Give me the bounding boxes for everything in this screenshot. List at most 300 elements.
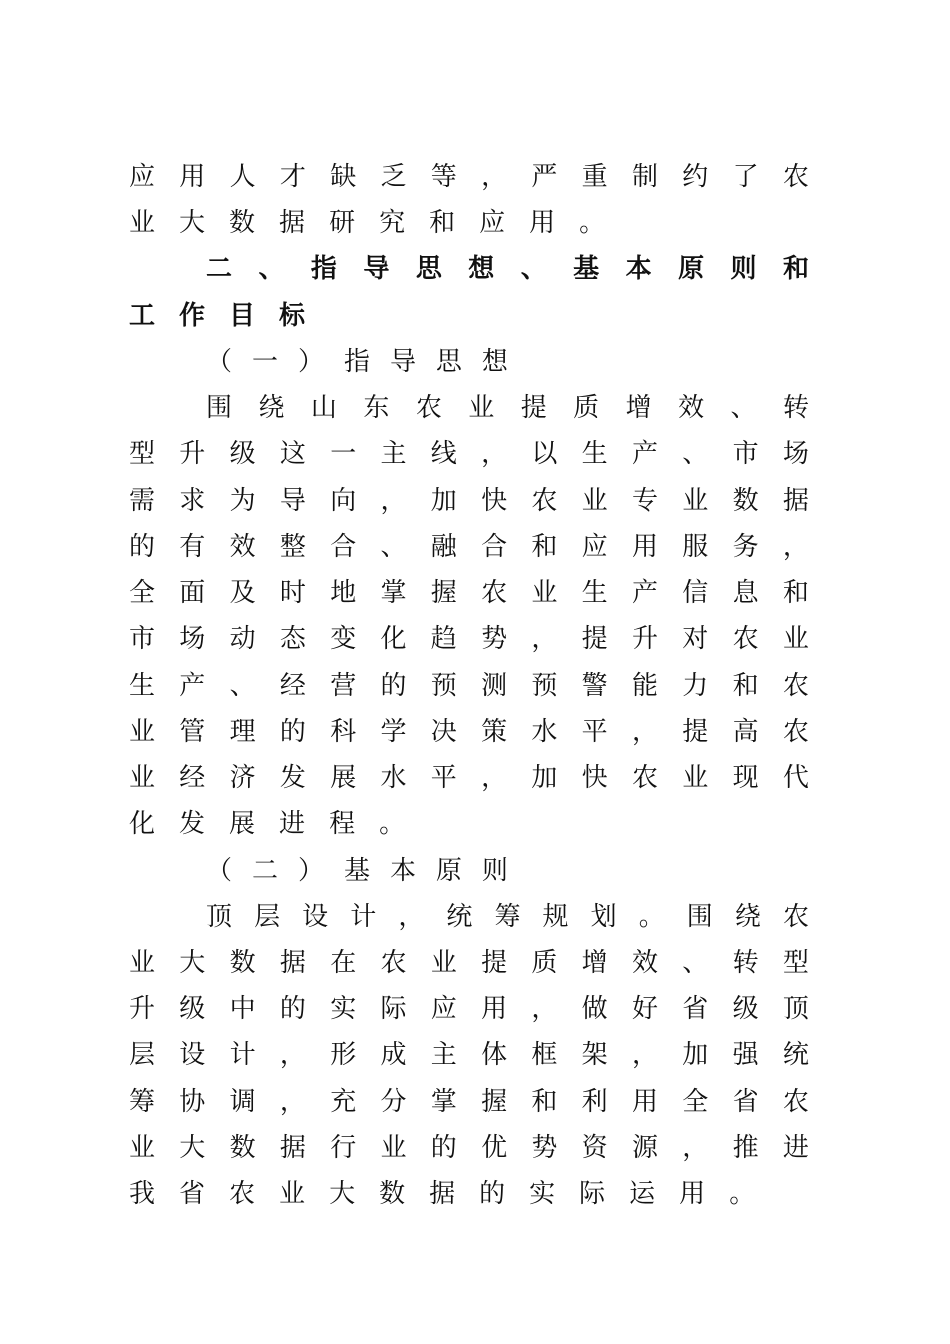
glyph: 专 xyxy=(631,486,658,516)
glyph: 级 xyxy=(732,994,759,1024)
glyph: 生 xyxy=(581,439,608,469)
glyph: 顶 xyxy=(782,994,809,1024)
glyph: 以 xyxy=(531,439,558,469)
glyph: 升 xyxy=(631,624,658,654)
glyph: 二 xyxy=(251,856,278,886)
glyph: 际 xyxy=(579,1179,606,1209)
glyph: 农 xyxy=(380,948,407,978)
glyph: 这 xyxy=(279,439,306,469)
glyph: 的 xyxy=(380,671,407,701)
glyph: 乏 xyxy=(380,162,407,192)
glyph: 的 xyxy=(479,1179,506,1209)
glyph: 业 xyxy=(129,717,156,747)
glyph: ， xyxy=(398,902,425,932)
glyph: 和 xyxy=(732,671,759,701)
glyph: 为 xyxy=(229,486,256,516)
glyph: 体 xyxy=(481,1040,508,1070)
section-heading xyxy=(129,293,809,339)
glyph: 业 xyxy=(129,1133,156,1163)
glyph: 重 xyxy=(581,162,608,192)
glyph: 我 xyxy=(129,1179,156,1209)
glyph: 用 xyxy=(179,162,206,192)
glyph: 二 xyxy=(206,254,233,284)
glyph: 农 xyxy=(531,486,558,516)
glyph: 水 xyxy=(531,717,558,747)
glyph: 市 xyxy=(732,439,759,469)
glyph: ， xyxy=(481,763,508,793)
glyph: 济 xyxy=(229,763,256,793)
glyph: 际 xyxy=(380,994,407,1024)
glyph: ， xyxy=(279,1040,306,1070)
glyph: 计 xyxy=(229,1040,256,1070)
glyph: 时 xyxy=(279,578,306,608)
glyph: ， xyxy=(380,486,407,516)
glyph: 应 xyxy=(430,994,457,1024)
glyph: 本 xyxy=(389,856,416,886)
glyph: 利 xyxy=(581,1087,608,1117)
glyph: 推 xyxy=(732,1133,759,1163)
glyph: 省 xyxy=(179,1179,206,1209)
glyph: 层 xyxy=(254,902,281,932)
glyph: 导 xyxy=(279,486,306,516)
glyph: 农 xyxy=(631,763,658,793)
glyph: 想 xyxy=(481,347,508,377)
glyph: 一 xyxy=(251,347,278,377)
text-line xyxy=(129,940,809,986)
glyph: 和 xyxy=(782,578,809,608)
glyph: 大 xyxy=(329,1179,356,1209)
glyph: 业 xyxy=(129,208,156,238)
glyph: 规 xyxy=(542,902,569,932)
text-line xyxy=(129,709,809,755)
glyph: 的 xyxy=(279,717,306,747)
glyph: 化 xyxy=(129,809,156,839)
glyph: 用 xyxy=(529,208,556,238)
glyph: 业 xyxy=(468,393,495,423)
glyph: 提 xyxy=(682,717,709,747)
glyph: 。 xyxy=(379,809,406,839)
glyph: 层 xyxy=(129,1040,156,1070)
glyph: 掌 xyxy=(380,578,407,608)
glyph: （ xyxy=(206,856,233,886)
glyph: 农 xyxy=(782,162,809,192)
glyph: 测 xyxy=(481,671,508,701)
glyph: 协 xyxy=(179,1087,206,1117)
text-line xyxy=(206,385,809,431)
glyph: 面 xyxy=(179,578,206,608)
glyph: 调 xyxy=(229,1087,256,1117)
glyph: 强 xyxy=(732,1040,759,1070)
glyph: 导 xyxy=(363,254,390,284)
text-line xyxy=(129,154,809,200)
glyph: 化 xyxy=(380,624,407,654)
text-line xyxy=(129,431,809,477)
glyph: 。 xyxy=(579,208,606,238)
glyph: 整 xyxy=(279,532,306,562)
glyph: 基 xyxy=(573,254,600,284)
glyph: 需 xyxy=(129,486,156,516)
glyph: 应 xyxy=(479,208,506,238)
glyph: 。 xyxy=(638,902,665,932)
glyph: 息 xyxy=(732,578,759,608)
glyph: 生 xyxy=(129,671,156,701)
glyph: 数 xyxy=(229,948,256,978)
text-line xyxy=(129,616,809,662)
glyph: 地 xyxy=(330,578,357,608)
glyph: 据 xyxy=(782,486,809,516)
glyph: 升 xyxy=(179,439,206,469)
glyph: 警 xyxy=(581,671,608,701)
glyph: 基 xyxy=(343,856,370,886)
glyph: 服 xyxy=(682,532,709,562)
glyph: 业 xyxy=(581,486,608,516)
glyph: 代 xyxy=(782,763,809,793)
glyph: 农 xyxy=(732,624,759,654)
glyph: 快 xyxy=(481,486,508,516)
glyph: 升 xyxy=(129,994,156,1024)
glyph: 导 xyxy=(389,347,416,377)
glyph: 应 xyxy=(581,532,608,562)
glyph: ， xyxy=(682,1133,709,1163)
glyph: 绕 xyxy=(734,902,761,932)
glyph: 业 xyxy=(279,1179,306,1209)
glyph: 决 xyxy=(430,717,457,747)
glyph: 数 xyxy=(229,1133,256,1163)
glyph: 大 xyxy=(179,948,206,978)
glyph: 展 xyxy=(330,763,357,793)
glyph: 主 xyxy=(430,1040,457,1070)
glyph: 据 xyxy=(429,1179,456,1209)
glyph: 用 xyxy=(679,1179,706,1209)
glyph: 、 xyxy=(258,254,285,284)
glyph: 省 xyxy=(682,994,709,1024)
glyph: 业 xyxy=(782,624,809,654)
glyph: ， xyxy=(631,1040,658,1070)
text-line xyxy=(129,1171,809,1217)
glyph: 。 xyxy=(729,1179,756,1209)
subsection-heading xyxy=(206,848,508,894)
glyph: 加 xyxy=(531,763,558,793)
glyph: 究 xyxy=(379,208,406,238)
glyph: 现 xyxy=(732,763,759,793)
glyph: 充 xyxy=(330,1087,357,1117)
glyph: 质 xyxy=(531,948,558,978)
glyph: 场 xyxy=(179,624,206,654)
glyph: 东 xyxy=(363,393,390,423)
glyph: 平 xyxy=(581,717,608,747)
glyph: 业 xyxy=(380,1133,407,1163)
glyph: 筹 xyxy=(494,902,521,932)
glyph: 势 xyxy=(481,624,508,654)
glyph: 围 xyxy=(686,902,713,932)
glyph: 本 xyxy=(625,254,652,284)
glyph: 了 xyxy=(732,162,759,192)
glyph: 源 xyxy=(631,1133,658,1163)
glyph: 顶 xyxy=(206,902,233,932)
glyph: 态 xyxy=(279,624,306,654)
glyph: 省 xyxy=(732,1087,759,1117)
glyph: ， xyxy=(279,1087,306,1117)
glyph: 质 xyxy=(573,393,600,423)
text-line xyxy=(129,1032,809,1078)
glyph: 提 xyxy=(581,624,608,654)
glyph: 围 xyxy=(206,393,233,423)
glyph: 管 xyxy=(179,717,206,747)
glyph: 发 xyxy=(179,809,206,839)
text-line xyxy=(129,663,809,709)
glyph: 行 xyxy=(330,1133,357,1163)
glyph: 目 xyxy=(229,301,256,331)
glyph: 计 xyxy=(350,902,377,932)
glyph: 高 xyxy=(732,717,759,747)
glyph: 应 xyxy=(129,162,156,192)
glyph: 业 xyxy=(430,948,457,978)
glyph: 生 xyxy=(581,578,608,608)
glyph: 指 xyxy=(310,254,337,284)
glyph: 转 xyxy=(732,948,759,978)
glyph: 业 xyxy=(129,948,156,978)
glyph: 趋 xyxy=(430,624,457,654)
text-line xyxy=(129,200,809,246)
glyph: 业 xyxy=(682,486,709,516)
glyph: 农 xyxy=(782,1087,809,1117)
glyph: 想 xyxy=(468,254,495,284)
glyph: 用 xyxy=(631,532,658,562)
glyph: 预 xyxy=(430,671,457,701)
glyph: （ xyxy=(206,347,233,377)
glyph: 和 xyxy=(782,254,809,284)
glyph: 、 xyxy=(730,393,757,423)
glyph: 农 xyxy=(481,578,508,608)
glyph: 架 xyxy=(581,1040,608,1070)
glyph: 对 xyxy=(682,624,709,654)
glyph: 在 xyxy=(330,948,357,978)
glyph: 用 xyxy=(481,994,508,1024)
glyph: 学 xyxy=(380,717,407,747)
glyph: 缺 xyxy=(330,162,357,192)
glyph: 能 xyxy=(631,671,658,701)
glyph: 思 xyxy=(435,347,462,377)
glyph: 加 xyxy=(430,486,457,516)
text-line xyxy=(206,894,809,940)
glyph: 合 xyxy=(481,532,508,562)
glyph: 动 xyxy=(229,624,256,654)
glyph: 、 xyxy=(682,439,709,469)
glyph: 快 xyxy=(581,763,608,793)
glyph: 业 xyxy=(129,763,156,793)
glyph: 统 xyxy=(782,1040,809,1070)
glyph: 山 xyxy=(310,393,337,423)
glyph: ， xyxy=(481,439,508,469)
glyph: ， xyxy=(531,624,558,654)
glyph: 约 xyxy=(682,162,709,192)
glyph: 则 xyxy=(730,254,757,284)
glyph: ） xyxy=(297,347,324,377)
glyph: 效 xyxy=(631,948,658,978)
glyph: 势 xyxy=(531,1133,558,1163)
glyph: 数 xyxy=(732,486,759,516)
glyph: 筹 xyxy=(129,1087,156,1117)
glyph: 数 xyxy=(379,1179,406,1209)
glyph: 标 xyxy=(279,301,306,331)
glyph: 信 xyxy=(682,578,709,608)
glyph: 农 xyxy=(229,1179,256,1209)
glyph: 业 xyxy=(682,763,709,793)
glyph: 水 xyxy=(380,763,407,793)
glyph: 工 xyxy=(129,301,156,331)
glyph: 、 xyxy=(380,532,407,562)
glyph: 向 xyxy=(330,486,357,516)
glyph: 等 xyxy=(430,162,457,192)
glyph: 提 xyxy=(520,393,547,423)
glyph: 人 xyxy=(229,162,256,192)
glyph: 经 xyxy=(179,763,206,793)
glyph: 大 xyxy=(179,208,206,238)
glyph: 产 xyxy=(631,578,658,608)
glyph: 的 xyxy=(279,994,306,1024)
glyph: 科 xyxy=(330,717,357,747)
glyph: 分 xyxy=(380,1087,407,1117)
glyph: 、 xyxy=(229,671,256,701)
glyph: 效 xyxy=(229,532,256,562)
glyph: 用 xyxy=(631,1087,658,1117)
glyph: 级 xyxy=(229,439,256,469)
glyph: ， xyxy=(481,162,508,192)
glyph: 农 xyxy=(782,671,809,701)
glyph: 和 xyxy=(429,208,456,238)
glyph: 据 xyxy=(279,208,306,238)
glyph: 力 xyxy=(682,671,709,701)
glyph: 好 xyxy=(631,994,658,1024)
glyph: 线 xyxy=(430,439,457,469)
section-heading xyxy=(206,246,809,292)
glyph: 运 xyxy=(629,1179,656,1209)
glyph: 数 xyxy=(229,208,256,238)
glyph: 增 xyxy=(581,948,608,978)
glyph: 资 xyxy=(581,1133,608,1163)
glyph: 农 xyxy=(415,393,442,423)
glyph: ， xyxy=(531,994,558,1024)
glyph: 框 xyxy=(531,1040,558,1070)
glyph: 全 xyxy=(129,578,156,608)
glyph: 和 xyxy=(531,1087,558,1117)
glyph: 增 xyxy=(625,393,652,423)
glyph: 程 xyxy=(329,809,356,839)
glyph: 握 xyxy=(481,1087,508,1117)
text-line xyxy=(129,478,809,524)
glyph: 原 xyxy=(435,856,462,886)
glyph: 平 xyxy=(430,763,457,793)
glyph: 绕 xyxy=(258,393,285,423)
glyph: 产 xyxy=(631,439,658,469)
glyph: 研 xyxy=(329,208,356,238)
glyph: 转 xyxy=(782,393,809,423)
glyph: 提 xyxy=(481,948,508,978)
glyph: 农 xyxy=(782,717,809,747)
glyph: 市 xyxy=(129,624,156,654)
glyph: 加 xyxy=(682,1040,709,1070)
glyph: 、 xyxy=(682,948,709,978)
glyph: 做 xyxy=(581,994,608,1024)
glyph: 产 xyxy=(179,671,206,701)
glyph: 思 xyxy=(415,254,442,284)
glyph: 预 xyxy=(531,671,558,701)
glyph: 展 xyxy=(229,809,256,839)
glyph: 进 xyxy=(782,1133,809,1163)
glyph: 营 xyxy=(330,671,357,701)
glyph: 策 xyxy=(481,717,508,747)
glyph: 场 xyxy=(782,439,809,469)
text-line xyxy=(129,986,809,1032)
glyph: 效 xyxy=(678,393,705,423)
subsection-heading xyxy=(206,339,508,385)
glyph: 发 xyxy=(279,763,306,793)
text-line xyxy=(129,755,809,801)
glyph: 求 xyxy=(179,486,206,516)
glyph: 设 xyxy=(302,902,329,932)
glyph: 合 xyxy=(330,532,357,562)
glyph: 进 xyxy=(279,809,306,839)
glyph: 一 xyxy=(330,439,357,469)
text-line xyxy=(129,524,809,570)
glyph: 融 xyxy=(430,532,457,562)
glyph: 则 xyxy=(481,856,508,886)
text-line xyxy=(129,1079,809,1125)
glyph: 制 xyxy=(631,162,658,192)
glyph: 形 xyxy=(330,1040,357,1070)
glyph: 全 xyxy=(682,1087,709,1117)
glyph: 业 xyxy=(531,578,558,608)
glyph: 才 xyxy=(279,162,306,192)
glyph: 主 xyxy=(380,439,407,469)
glyph: 大 xyxy=(179,1133,206,1163)
glyph: 统 xyxy=(446,902,473,932)
glyph: 作 xyxy=(179,301,206,331)
glyph: ， xyxy=(631,717,658,747)
glyph: 经 xyxy=(279,671,306,701)
text-line xyxy=(129,1125,809,1171)
text-line xyxy=(129,570,809,616)
glyph: 和 xyxy=(531,532,558,562)
glyph: 的 xyxy=(430,1133,457,1163)
glyph: 中 xyxy=(229,994,256,1024)
glyph: 的 xyxy=(129,532,156,562)
glyph: 据 xyxy=(279,948,306,978)
glyph: ， xyxy=(782,532,809,562)
glyph: 务 xyxy=(732,532,759,562)
text-line xyxy=(129,801,809,847)
glyph: 设 xyxy=(179,1040,206,1070)
glyph: 优 xyxy=(481,1133,508,1163)
glyph: 型 xyxy=(782,948,809,978)
glyph: ） xyxy=(297,856,324,886)
glyph: 划 xyxy=(590,902,617,932)
glyph: 实 xyxy=(529,1179,556,1209)
glyph: 原 xyxy=(678,254,705,284)
glyph: 农 xyxy=(782,902,809,932)
glyph: 掌 xyxy=(430,1087,457,1117)
glyph: 指 xyxy=(343,347,370,377)
glyph: 、 xyxy=(520,254,547,284)
glyph: 及 xyxy=(229,578,256,608)
glyph: 有 xyxy=(179,532,206,562)
glyph: 严 xyxy=(531,162,558,192)
glyph: 型 xyxy=(129,439,156,469)
glyph: 理 xyxy=(229,717,256,747)
glyph: 成 xyxy=(380,1040,407,1070)
glyph: 级 xyxy=(179,994,206,1024)
glyph: 据 xyxy=(279,1133,306,1163)
